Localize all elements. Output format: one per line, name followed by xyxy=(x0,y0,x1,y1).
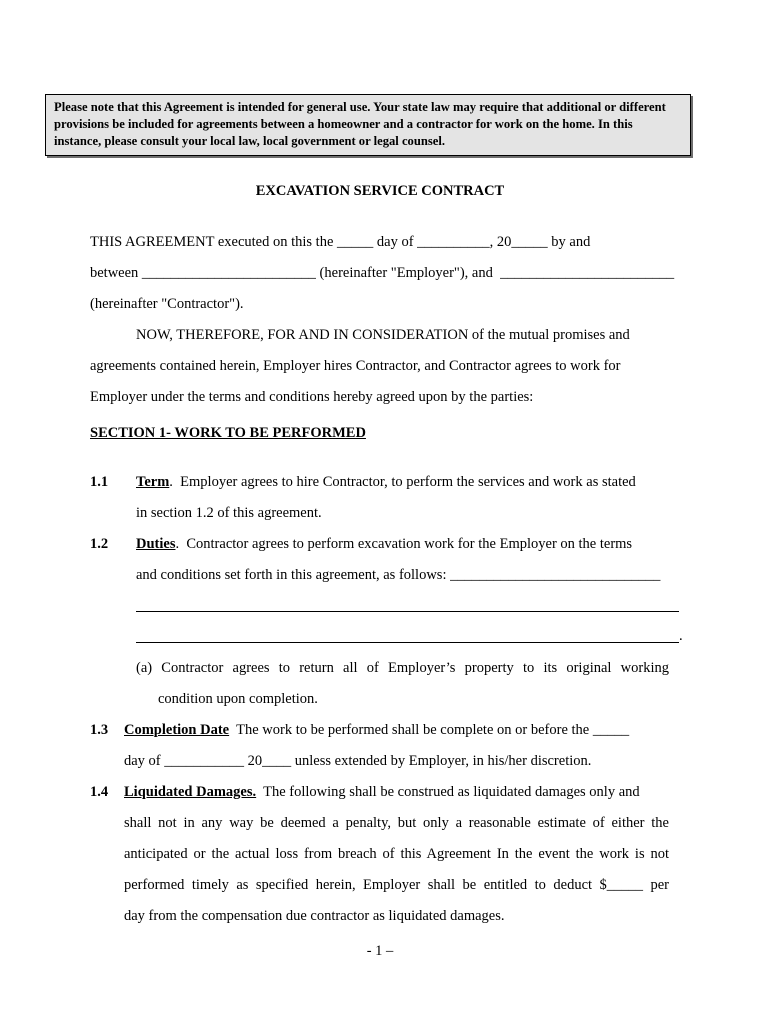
clause-number-1-2: 1.2 xyxy=(90,536,109,552)
clause-1-3-label: Completion Date xyxy=(124,722,230,738)
clause-1-1-text: . Employer agrees to hire Contractor, to perform the services and work as stated xyxy=(169,474,636,490)
duties-blank-line-1 xyxy=(136,611,679,612)
clause-number-1-4: 1.4 xyxy=(90,784,109,800)
clause-1-4-line-2: shall not in any way be deemed a penalty, but only a reasonable estimate of either the xyxy=(124,815,669,831)
consideration-line-1: NOW, THEREFORE, FOR AND IN CONSIDERATION of the mutual promises and xyxy=(136,327,630,343)
clause-1-1-line-2: in section 1.2 of this agreement. xyxy=(136,505,322,521)
clause-1-3-line-2: day of ___________ 20____ unless extended by Employer, in his/her discretion. xyxy=(124,753,592,769)
clause-1-4-line-3: anticipated or the actual loss from breach of this Agreement In the event the work is not xyxy=(124,846,669,862)
clause-number-1-1: 1.1 xyxy=(90,474,109,490)
intro-line-1: THIS AGREEMENT executed on this the _____ day of __________, 20_____ by and xyxy=(90,234,591,250)
duties-blank-line-2 xyxy=(136,642,679,643)
document-title: EXCAVATION SERVICE CONTRACT xyxy=(255,183,505,199)
clause-1-4-line-4: performed timely as specified herein, Employer shall be entitled to deduct $_____ per xyxy=(124,877,669,893)
clause-1-1-line-1 xyxy=(136,473,636,491)
clause-1-3-line-1 xyxy=(124,721,629,739)
clause-1-4-label: Liquidated Damages. xyxy=(124,784,257,800)
clause-1-2-line-1 xyxy=(136,535,632,553)
notice-text: Please note that this Agreement is intended for general use. Your state law may require that additional or different provisions be included for agreements between a homeowner and a contractor for work on the home. In this instance, please consult your local law, local government or legal counsel. xyxy=(54,100,666,148)
clause-1-2-label: Duties xyxy=(136,536,176,552)
duties-period: . xyxy=(679,628,683,644)
clause-1-4-line-5: day from the compensation due contractor as liquidated damages. xyxy=(124,908,505,924)
clause-1-3-text: The work to be performed shall be complete on or before the _____ xyxy=(229,722,630,738)
clause-1-4-line-1 xyxy=(124,783,640,801)
clause-1-1-label: Term xyxy=(136,474,170,490)
page-number: - 1 – xyxy=(366,943,394,959)
clause-1-4-text: The following shall be construed as liquidated damages only and xyxy=(256,784,640,800)
clause-number-1-3: 1.3 xyxy=(90,722,109,738)
consideration-line-3: Employer under the terms and conditions hereby agreed upon by the parties: xyxy=(90,389,534,405)
clause-1-2-sub-a-line-2: condition upon completion. xyxy=(158,691,318,707)
general-use-notice-box xyxy=(45,94,691,156)
consideration-line-2: agreements contained herein, Employer hires Contractor, and Contractor agrees to work for xyxy=(90,358,621,374)
intro-line-2: between ________________________ (hereinafter "Employer"), and ________________________ xyxy=(90,265,675,281)
intro-line-3: (hereinafter "Contractor"). xyxy=(90,296,244,312)
clause-1-2-line-2: and conditions set forth in this agreement, as follows: _____________________________ xyxy=(136,567,661,583)
clause-1-2-sub-a-line-1: (a) Contractor agrees to return all of Employer’s property to its original working xyxy=(136,660,669,676)
clause-1-2-text: . Contractor agrees to perform excavation work for the Employer on the terms xyxy=(175,536,633,552)
section-1-heading: SECTION 1- WORK TO BE PERFORMED xyxy=(90,425,366,441)
